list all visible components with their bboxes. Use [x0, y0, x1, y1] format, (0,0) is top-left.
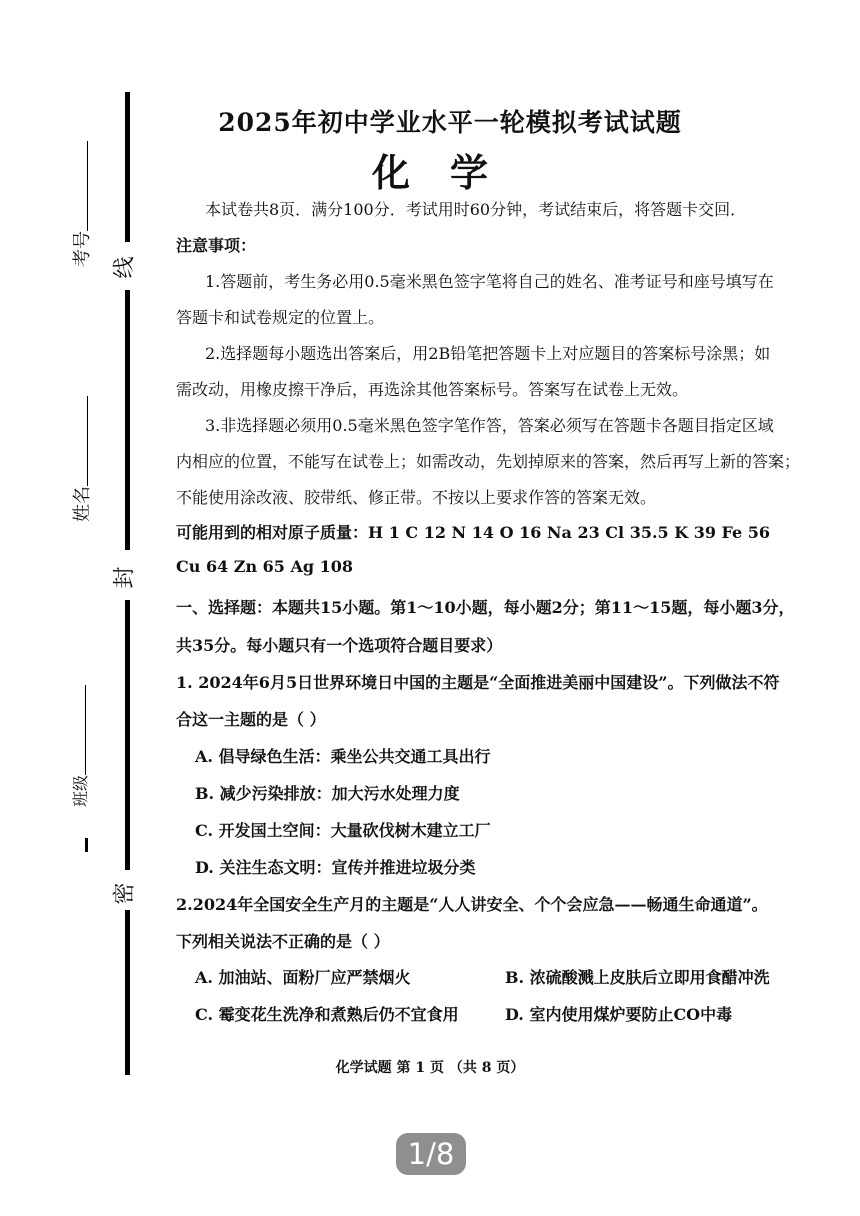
question-1-stem: 1. 2024年6月5日世界环境日中国的主题是“全面推进美丽中国建设”。下列做法不符 — [176, 673, 780, 692]
name-blank[interactable] — [73, 396, 88, 486]
section-heading: 共35分。每小题只有一个选项符合题目要求） — [176, 636, 503, 655]
page-indicator[interactable]: 1/8 — [396, 1133, 466, 1175]
exam-number-blank[interactable] — [73, 141, 88, 231]
section-heading: 一、选择题：本题共15小题。第1～10小题，每小题2分；第11～15题，每小题3分， — [176, 598, 795, 617]
notice-heading: 注意事项： — [176, 236, 257, 255]
intro-text: 本试卷共8页．满分100分．考试用时60分钟，考试结束后，将答题卡交回． — [205, 200, 747, 219]
notice-line: 不能使用涂改液、胶带纸、修正带。不按以上要求作答的答案无效。 — [176, 488, 657, 507]
binding-line-mid1 — [125, 290, 130, 550]
question-1-option-b: B. 减少污染排放：加大污水处理力度 — [195, 784, 460, 803]
seal-word-seal: 封 — [112, 566, 138, 589]
question-1-option-d: D. 关注生态文明：宣传并推进垃圾分类 — [195, 858, 476, 877]
seal-word-secret: 密 — [112, 882, 138, 905]
atomic-mass-line: Cu 64 Zn 65 Ag 108 — [176, 557, 354, 576]
notice-line: 内相应的位置，不能写在试卷上；如需改动，先划掉原来的答案，然后再写上新的答案； — [176, 452, 801, 471]
exam-number-field — [68, 147, 92, 267]
notice-line: 答题卡和试卷规定的位置上。 — [176, 308, 385, 327]
class-label: 班级 — [71, 774, 90, 807]
class-field — [68, 687, 92, 807]
question-2-stem: 下列相关说法不正确的是（ ） — [176, 932, 390, 951]
name-field — [68, 402, 92, 522]
page-footer: 化学试题 第 1 页 （共 8 页） — [335, 1060, 525, 1076]
notice-line: 1.答题前，考生务必用0.5毫米黑色签字笔将自己的姓名、准考证号和座号填写在 — [205, 272, 774, 291]
question-2-stem: 2.2024年全国安全生产月的主题是“人人讲安全、个个会应急——畅通生命通道”。 — [176, 895, 768, 914]
notice-line: 2.选择题每小题选出答案后，用2B铅笔把答题卡上对应题目的答案标号涂黑；如 — [205, 344, 771, 363]
question-1-stem: 合这一主题的是（ ） — [176, 710, 326, 729]
atomic-mass-line: 可能用到的相对原子质量：H 1 C 12 N 14 O 16 Na 23 Cl 35.5 K 39 Fe 56 — [176, 523, 771, 542]
question-2-option-c: C. 霉变花生洗净和煮熟后仍不宜食用 — [195, 1005, 459, 1024]
question-1-option-a: A. 倡导绿色生活：乘坐公共交通工具出行 — [195, 747, 491, 766]
question-2-option-d: D. 室内使用煤炉要防止CO中毒 — [505, 1005, 733, 1024]
question-1-option-c: C. 开发国土空间：大量砍伐树木建立工厂 — [195, 821, 491, 840]
question-2-option-a: A. 加油站、面粉厂应严禁烟火 — [195, 968, 411, 987]
binding-mark — [85, 838, 88, 852]
name-label: 姓名 — [72, 486, 93, 522]
notice-line: 3.非选择题必须用0.5毫米黑色签字笔作答，答案必须写在答题卡各题目指定区域 — [205, 416, 774, 435]
exam-title: 2025年初中学业水平一轮模拟考试试题 — [218, 108, 682, 137]
class-blank[interactable] — [71, 685, 86, 775]
notice-line: 需改动，用橡皮擦干净后，再选涂其他答案标号。答案写在试卷上无效。 — [176, 380, 689, 399]
subject-title: 化学 — [371, 150, 528, 195]
binding-line-top — [125, 92, 130, 242]
question-2-option-b: B. 浓硫酸溅上皮肤后立即用食醋冲洗 — [505, 968, 770, 987]
exam-number-label: 考号 — [72, 231, 93, 267]
seal-word-line: 线 — [112, 256, 138, 279]
binding-line-bottom — [125, 910, 130, 1075]
binding-line-mid2 — [125, 600, 130, 870]
